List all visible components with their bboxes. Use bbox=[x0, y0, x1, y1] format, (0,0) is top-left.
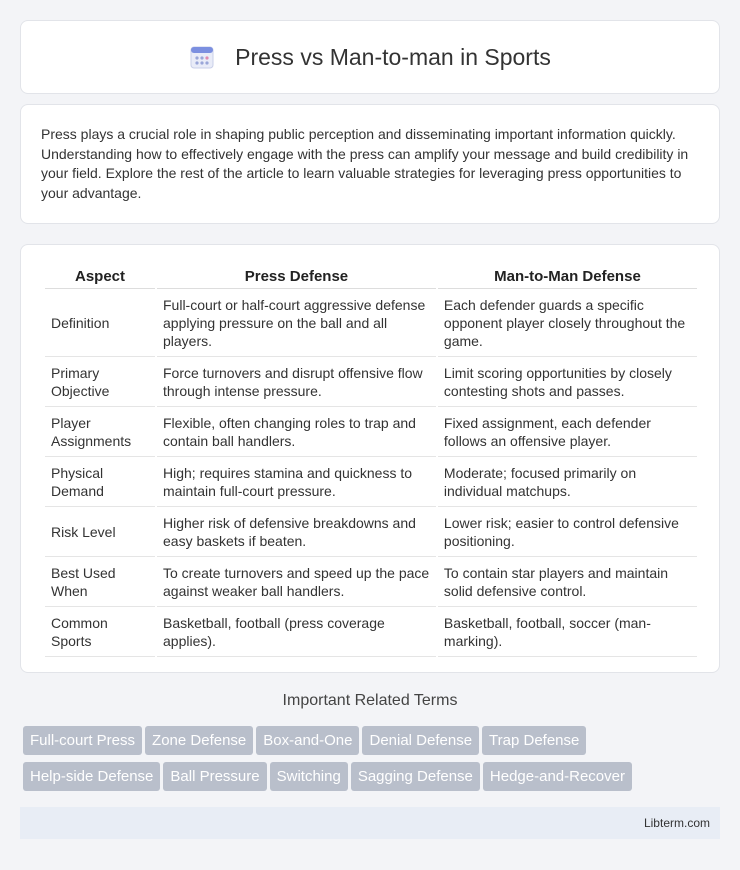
press-defense-cell: Force turnovers and disrupt offensive flow through intense pressure. bbox=[157, 357, 436, 407]
aspect-cell: Primary Objective bbox=[45, 357, 155, 407]
footer bbox=[20, 807, 720, 839]
related-term-tag[interactable]: Box-and-One bbox=[256, 726, 359, 755]
press-defense-cell: Higher risk of defensive breakdowns and easy baskets if beaten. bbox=[157, 507, 436, 557]
related-term-tag[interactable]: Trap Defense bbox=[482, 726, 586, 755]
man-to-man-cell: Limit scoring opportunities by closely contesting shots and passes. bbox=[438, 357, 697, 407]
comparison-table bbox=[43, 265, 699, 657]
related-term-tag[interactable]: Sagging Defense bbox=[351, 762, 480, 791]
related-term-tag[interactable]: Denial Defense bbox=[362, 726, 479, 755]
header-card bbox=[20, 20, 720, 94]
table-header-row bbox=[45, 265, 697, 289]
column-header: Press Defense bbox=[157, 265, 436, 289]
column-header: Aspect bbox=[45, 265, 155, 289]
intro-text: Press plays a crucial role in shaping public perception and disseminating important information quickly. Understanding how to effectively engage with the press can amplify your message and build credibility in your field. Explore the rest of the article to learn valuable strategies for leveraging press opportunities to your advantage. bbox=[41, 126, 689, 201]
aspect-cell: Player Assignments bbox=[45, 407, 155, 457]
aspect-cell: Definition bbox=[45, 289, 155, 357]
man-to-man-cell: To contain star players and maintain solid defensive control. bbox=[438, 557, 697, 607]
aspect-cell: Common Sports bbox=[45, 607, 155, 657]
related-term-tag[interactable]: Full-court Press bbox=[23, 726, 142, 755]
man-to-man-cell: Lower risk; easier to control defensive positioning. bbox=[438, 507, 697, 557]
aspect-cell: Physical Demand bbox=[45, 457, 155, 507]
aspect-cell: Risk Level bbox=[45, 507, 155, 557]
press-defense-cell: High; requires stamina and quickness to maintain full-court pressure. bbox=[157, 457, 436, 507]
aspect-cell: Best Used When bbox=[45, 557, 155, 607]
press-defense-cell: Basketball, football (press coverage applies). bbox=[157, 607, 436, 657]
intro-card bbox=[20, 104, 720, 224]
related-term-tag[interactable]: Ball Pressure bbox=[163, 762, 266, 791]
footer-link[interactable]: Libterm.com bbox=[643, 816, 710, 830]
related-term-tag[interactable]: Help-side Defense bbox=[23, 762, 160, 791]
table-row bbox=[45, 407, 697, 457]
press-defense-cell: Flexible, often changing roles to trap and contain ball handlers. bbox=[157, 407, 436, 457]
table-row bbox=[45, 457, 697, 507]
table-row bbox=[45, 357, 697, 407]
column-header: Man-to-Man Defense bbox=[438, 265, 697, 289]
press-defense-cell: To create turnovers and speed up the pace against weaker ball handlers. bbox=[157, 557, 436, 607]
press-defense-cell: Full-court or half-court aggressive defense applying pressure on the ball and all players. bbox=[157, 289, 436, 357]
related-terms-title: Important Related Terms bbox=[282, 692, 458, 709]
man-to-man-cell: Each defender guards a specific opponent player closely throughout the game. bbox=[438, 289, 697, 357]
comparison-card bbox=[20, 244, 720, 673]
man-to-man-cell: Fixed assignment, each defender follows an offensive player. bbox=[438, 407, 697, 457]
table-row bbox=[45, 557, 697, 607]
table-row bbox=[45, 289, 697, 357]
related-terms-list bbox=[23, 726, 723, 798]
calendar-icon bbox=[189, 44, 215, 70]
related-term-tag[interactable]: Hedge-and-Recover bbox=[483, 762, 632, 791]
table-row bbox=[45, 507, 697, 557]
man-to-man-cell: Moderate; focused primarily on individual matchups. bbox=[438, 457, 697, 507]
page-title: Press vs Man-to-man in Sports bbox=[235, 43, 551, 70]
table-row bbox=[45, 607, 697, 657]
related-term-tag[interactable]: Zone Defense bbox=[145, 726, 253, 755]
man-to-man-cell: Basketball, football, soccer (man-marking). bbox=[438, 607, 697, 657]
related-term-tag[interactable]: Switching bbox=[270, 762, 348, 791]
